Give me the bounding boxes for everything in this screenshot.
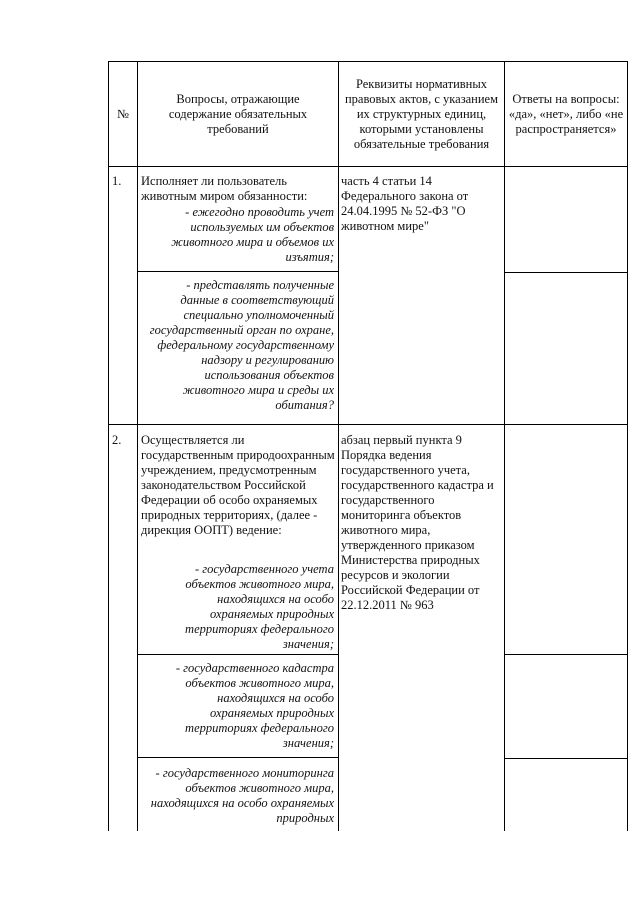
row-2-requirement-3: - государственного мониторинга объектов животного мира, находящихся на особо охраняемых природных [150, 766, 334, 825]
row-1-reference: часть 4 статьи 14 Федерального закона от 24.04.1995 № 52-ФЗ "О животном мире" [341, 174, 469, 233]
answer-subdivider [504, 654, 628, 655]
row-divider [108, 424, 628, 425]
row-2-requirement-2: - государственного кадастра объектов животного мира, находящихся на особо охраняемых природных территориях федерального значения; [175, 661, 334, 750]
header-questions: Вопросы, отражающие содержание обязательных требований [168, 91, 308, 136]
row-1-number: 1. [112, 174, 122, 188]
answer-subdivider [504, 758, 628, 759]
column-divider-3 [504, 61, 505, 831]
header-answers: Ответы на вопросы: «да», «нет», либо «не распространяется» [508, 91, 624, 136]
row-1-question: Исполняет ли пользователь животным миром обязанности: [141, 174, 308, 203]
column-divider-2 [338, 61, 339, 831]
header-bottom-line [108, 166, 628, 167]
table-border-left [108, 61, 109, 831]
question-subdivider [137, 654, 338, 655]
row-2-number: 2. [112, 433, 122, 447]
question-subdivider [137, 271, 338, 272]
row-2-question: Осуществляется ли государственным природоохранным учреждением, предусмотренным законодательством Российской Федерации об особо охраняемых природных территориях, (далее - дирекция ООПТ) ведение: [141, 433, 335, 537]
header-requisites: Реквизиты нормативных правовых актов, с указанием их структурных единиц, которыми установлены обязательные требования [344, 76, 499, 151]
table-border-right [627, 61, 628, 831]
question-subdivider [137, 757, 338, 758]
header-num: № [117, 106, 129, 121]
column-divider-1 [137, 61, 138, 831]
row-1-requirement-2: - представлять полученные данные в соответствующий специально уполномоченный государственный орган по охране, федеральному государственному надзору и регулированию использования объектов животного мира и среды их обитания? [149, 278, 334, 412]
answer-subdivider [504, 272, 628, 273]
row-1-requirement-1: - ежегодно проводить учет используемых им объектов животного мира и объемов их изъятия; [171, 205, 334, 264]
row-2-requirement-1: - государственного учета объектов животного мира, находящихся на особо охраняемых природных территориях федерального значения; [185, 562, 334, 651]
row-2-reference: абзац первый пункта 9 Порядка ведения государственного учета, государственного кадастра и государственного мониторинга объектов животного мира, утвержденного приказом Министерства природных ресурсов и экологии Российской Федерации от 22.12.2011 № 963 [341, 433, 494, 612]
